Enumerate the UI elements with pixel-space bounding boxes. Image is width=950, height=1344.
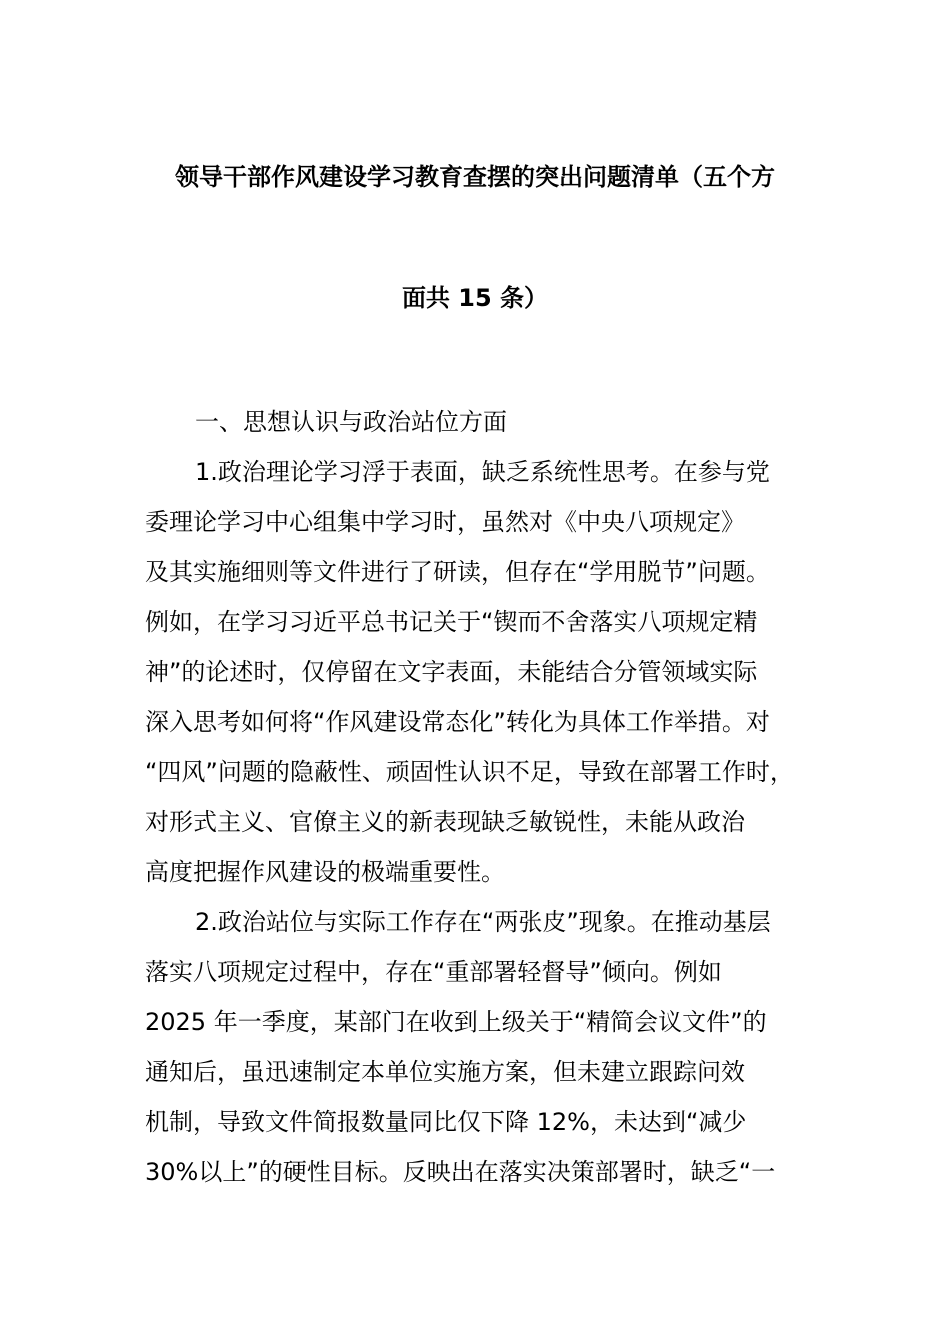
paragraph-1-line-8: 对形式主义、官僚主义的新表现缺乏敏锐性，未能从政治 [145,808,745,836]
paragraph-1-line-5: 神”的论述时，仅停留在文字表面，未能结合分管领域实际 [145,658,758,686]
paragraph-2-line-1: 2.政治站位与实际工作存在“两张皮”现象。在推动基层 [195,908,771,936]
paragraph-2-line-5: 机制，导致文件简报数量同比仅下降 12%，未达到“减少 [145,1108,747,1136]
paragraph-1-line-2: 委理论学习中心组集中学习时，虽然对《中央八项规定》 [145,508,745,536]
document-title-line-2: 面共 15 条） [401,284,549,312]
paragraph-2-line-4: 通知后，虽迅速制定本单位实施方案，但未建立跟踪问效 [145,1058,745,1086]
paragraph-2-line-3: 2025 年一季度，某部门在收到上级关于“精简会议文件”的 [145,1008,767,1036]
paragraph-1-line-7: “四风”问题的隐蔽性、顽固性认识不足，导致在部署工作时， [145,758,794,786]
paragraph-1-line-6: 深入思考如何将“作风建设常态化”转化为具体工作举措。对 [145,708,770,736]
document-title-line-1: 领导干部作风建设学习教育查摆的突出问题清单（五个方 [175,163,775,191]
paragraph-2-line-6: 30%以上”的硬性目标。反映出在落实决策部署时，缺乏“一 [145,1158,776,1186]
paragraph-1-line-3: 及其实施细则等文件进行了研读，但存在“学用脱节”问题。 [145,558,770,586]
section-heading: 一、思想认识与政治站位方面 [195,408,507,436]
paragraph-2-line-2: 落实八项规定过程中，存在“重部署轻督导”倾向。例如 [145,958,722,986]
paragraph-1-line-1: 1.政治理论学习浮于表面，缺乏系统性思考。在参与党 [195,458,770,486]
paragraph-1-line-4: 例如，在学习习近平总书记关于“锲而不舍落实八项规定精 [145,608,758,636]
paragraph-1-line-9: 高度把握作风建设的极端重要性。 [145,858,505,886]
